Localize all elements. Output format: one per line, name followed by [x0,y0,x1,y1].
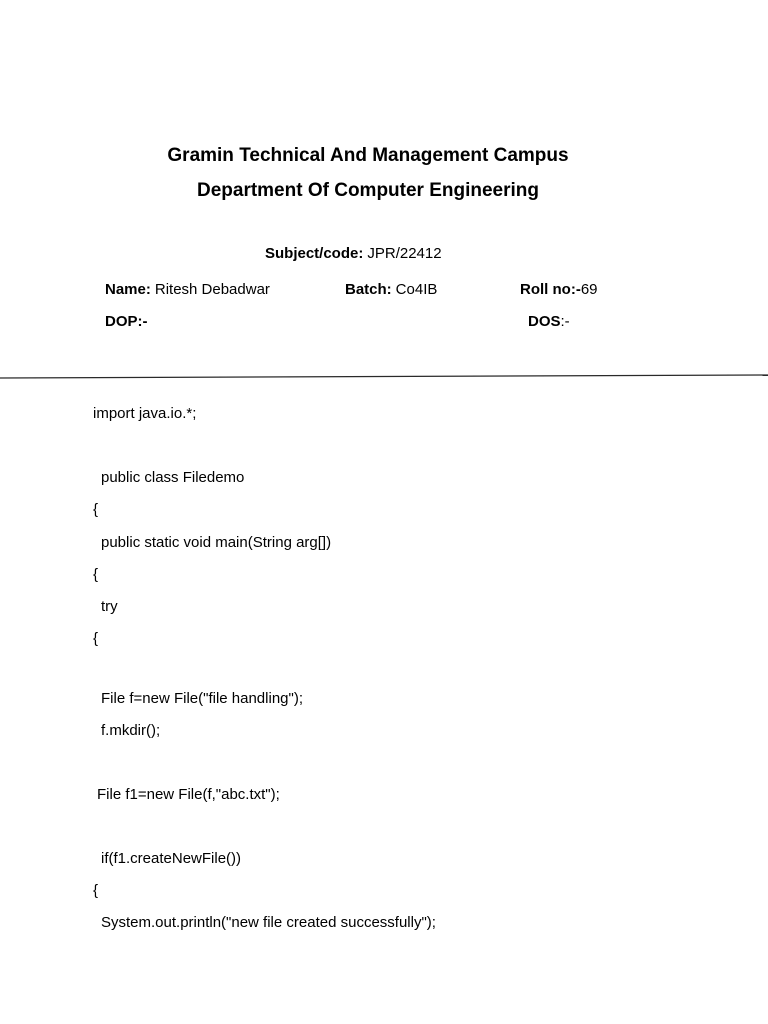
institution-title: Gramin Technical And Management Campus [167,145,569,166]
code-line: public static void main(String arg[]) [101,534,332,551]
dos-field [528,312,570,332]
code-line: { [93,501,99,518]
batch-value: Co4IB [395,281,438,298]
code-line: public class Filedemo [101,469,245,486]
dop-label: DOP:- [105,313,148,330]
code-line: File f1=new File(f,"abc.txt"); [97,786,280,803]
code-line: { [93,566,99,583]
department-title: Department Of Computer Engineering [196,180,540,201]
batch-field [345,280,437,300]
horizontal-divider [0,370,768,382]
code-line: { [93,630,99,647]
code-line: try [101,598,118,615]
code-line: if(f1.createNewFile()) [101,850,242,867]
code-line: f.mkdir(); [101,722,161,739]
batch-label: Batch: [345,281,392,298]
name-label: Name: [105,281,151,298]
name-field [105,280,270,300]
subject-code-value: JPR/22412 [367,245,442,262]
roll-no-label: Roll no:- [520,281,581,298]
subject-code-label: Subject/code: [265,245,364,262]
dos-label: DOS [528,313,561,330]
code-line: File f=new File("file handling"); [101,690,303,707]
dop-field [105,312,148,332]
code-line: System.out.println("new file created successfully"); [101,914,436,931]
code-line: import java.io.*; [93,405,197,422]
roll-no-field [520,280,598,300]
roll-no-value: 69 [580,281,598,298]
subject-code-field [265,244,442,264]
name-value: Ritesh Debadwar [154,281,270,298]
dos-suffix: :- [560,313,570,330]
code-line: { [93,882,99,899]
